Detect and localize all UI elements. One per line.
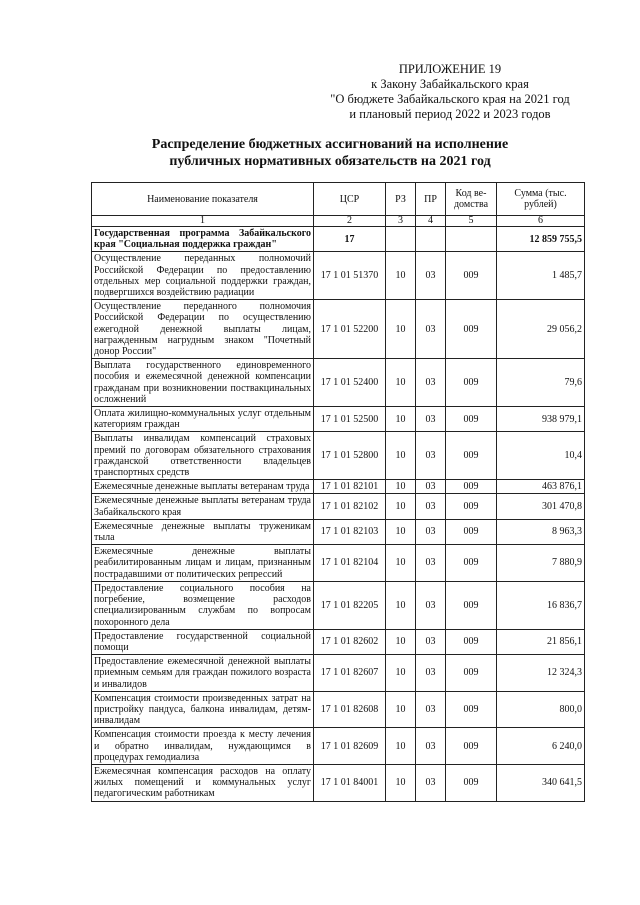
row-code-cell: 009: [446, 764, 497, 801]
budget-table: [91, 182, 585, 802]
column-number: 1: [92, 216, 314, 227]
row-pr-cell: 03: [416, 691, 446, 728]
row-pr-cell: 03: [416, 494, 446, 519]
row-name-cell: Компенсация стоимости произведенных затрат на пристройку пандуса, балкона инвалидам, детям-инвалидам: [92, 691, 314, 728]
row-pr-cell: 03: [416, 480, 446, 494]
title-line: публичных нормативных обязательств на 2021 год: [169, 154, 491, 169]
row-rz-cell: 10: [386, 655, 416, 692]
column-header-code: Код ве-домства: [446, 183, 497, 216]
row-rz-cell: 10: [386, 728, 416, 765]
table-row: [92, 252, 585, 300]
row-code-cell: 009: [446, 728, 497, 765]
row-csr-cell: 17 1 01 82103: [314, 519, 386, 544]
appendix-line: "О бюджете Забайкальского края на 2021 год: [330, 92, 570, 106]
table-row: [92, 581, 585, 629]
row-sum-cell: 21 856,1: [497, 629, 585, 654]
row-csr-cell: 17 1 01 52200: [314, 300, 386, 359]
row-rz-cell: 10: [386, 691, 416, 728]
row-code-cell: 009: [446, 359, 497, 407]
row-code-cell: 009: [446, 629, 497, 654]
column-number: 2: [314, 216, 386, 227]
row-name-cell: Осуществление переданного полномочия Российской Федерации по осуществлению ежегодной денежной выплаты лицам, награжденным нагрудным знаком "Почетный донор России": [92, 300, 314, 359]
column-header-sum: Сумма (тыс. рублей): [497, 183, 585, 216]
row-code-cell: 009: [446, 432, 497, 480]
row-name-cell: Оплата жилищно-коммунальных услуг отдельным категориям граждан: [92, 407, 314, 432]
row-csr-cell: 17 1 01 82102: [314, 494, 386, 519]
table-row: [92, 227, 585, 252]
row-rz-cell: 10: [386, 519, 416, 544]
table-row: [92, 300, 585, 359]
column-header-pr: ПР: [416, 183, 446, 216]
row-sum-cell: 340 641,5: [497, 764, 585, 801]
row-rz-cell: 10: [386, 252, 416, 300]
row-sum-cell: 800,0: [497, 691, 585, 728]
row-sum-cell: 79,6: [497, 359, 585, 407]
row-code-cell: 009: [446, 480, 497, 494]
row-rz-cell: 10: [386, 359, 416, 407]
appendix-line: и плановый период 2022 и 2023 годов: [349, 107, 551, 121]
row-pr-cell: 03: [416, 655, 446, 692]
column-number: 3: [386, 216, 416, 227]
appendix-line: к Закону Забайкальского края: [371, 77, 529, 91]
column-header-csr: ЦСР: [314, 183, 386, 216]
column-header-name: Наименование показателя: [92, 183, 314, 216]
row-rz-cell: 10: [386, 300, 416, 359]
row-name-cell: Ежемесячные денежные выплаты ветеранам труда Забайкальского края: [92, 494, 314, 519]
title-line: Распределение бюджетных ассигнований на исполнение: [151, 137, 509, 152]
row-csr-cell: 17 1 01 82607: [314, 655, 386, 692]
row-pr-cell: 03: [416, 764, 446, 801]
row-csr-cell: 17 1 01 82602: [314, 629, 386, 654]
row-code-cell: 009: [446, 691, 497, 728]
row-sum-cell: 8 963,3: [497, 519, 585, 544]
row-pr-cell: 03: [416, 432, 446, 480]
row-pr-cell: 03: [416, 545, 446, 582]
row-code-cell: 009: [446, 300, 497, 359]
column-header-rz: РЗ: [386, 183, 416, 216]
row-csr-cell: 17 1 01 84001: [314, 764, 386, 801]
row-name-cell: Предоставление ежемесячной денежной выплаты приемным семьям для граждан пожилого возраста и инвалидов: [92, 655, 314, 692]
column-number: 5: [446, 216, 497, 227]
row-code-cell: 009: [446, 519, 497, 544]
row-name-cell: Выплата государственного единовременного пособия и ежемесячной денежной компенсации гражданам при возникновении поствакцинальных осложнений: [92, 359, 314, 407]
table-row: [92, 407, 585, 432]
row-pr-cell: 03: [416, 252, 446, 300]
row-name-cell: Государственная программа Забайкальского края "Социальная поддержка граждан": [92, 227, 314, 252]
row-sum-cell: 12 859 755,5: [497, 227, 585, 252]
row-sum-cell: 301 470,8: [497, 494, 585, 519]
row-rz-cell: 10: [386, 764, 416, 801]
row-pr-cell: 03: [416, 629, 446, 654]
row-pr-cell: 03: [416, 519, 446, 544]
row-name-cell: Ежемесячные денежные выплаты реабилитированным лицам и лицам, признанным пострадавшими от политических репрессий: [92, 545, 314, 582]
row-sum-cell: 463 876,1: [497, 480, 585, 494]
row-rz-cell: 10: [386, 432, 416, 480]
row-rz-cell: [386, 227, 416, 252]
table-header-row: [92, 183, 585, 216]
row-pr-cell: 03: [416, 728, 446, 765]
row-pr-cell: 03: [416, 581, 446, 629]
row-name-cell: Предоставление социального пособия на погребение, возмещение расходов специализированным службам по вопросам похоронного дела: [92, 581, 314, 629]
row-pr-cell: [416, 227, 446, 252]
table-row: [92, 519, 585, 544]
row-csr-cell: 17 1 01 52500: [314, 407, 386, 432]
row-pr-cell: 03: [416, 407, 446, 432]
column-number-row: [92, 216, 585, 227]
appendix-line: ПРИЛОЖЕНИЕ 19: [398, 62, 502, 76]
table-row: [92, 728, 585, 765]
row-sum-cell: 16 836,7: [497, 581, 585, 629]
row-csr-cell: 17 1 01 82101: [314, 480, 386, 494]
table-row: [92, 764, 585, 801]
row-csr-cell: 17 1 01 82104: [314, 545, 386, 582]
table-row: [92, 494, 585, 519]
row-sum-cell: 938 979,1: [497, 407, 585, 432]
row-sum-cell: 10,4: [497, 432, 585, 480]
row-name-cell: Выплаты инвалидам компенсаций страховых премий по договорам обязательного страхования гражданской ответственности владельцев транспортных средств: [92, 432, 314, 480]
row-pr-cell: 03: [416, 300, 446, 359]
row-code-cell: 009: [446, 545, 497, 582]
column-number: 6: [497, 216, 585, 227]
table-row: [92, 359, 585, 407]
row-code-cell: 009: [446, 494, 497, 519]
row-sum-cell: 1 485,7: [497, 252, 585, 300]
table-row: [92, 432, 585, 480]
row-rz-cell: 10: [386, 629, 416, 654]
row-pr-cell: 03: [416, 359, 446, 407]
row-rz-cell: 10: [386, 480, 416, 494]
table-row: [92, 545, 585, 582]
table-row: [92, 655, 585, 692]
row-rz-cell: 10: [386, 581, 416, 629]
row-name-cell: Ежемесячные денежные выплаты труженикам тыла: [92, 519, 314, 544]
row-code-cell: 009: [446, 252, 497, 300]
row-sum-cell: 6 240,0: [497, 728, 585, 765]
row-csr-cell: 17 1 01 82609: [314, 728, 386, 765]
row-rz-cell: 10: [386, 407, 416, 432]
table-row: [92, 480, 585, 494]
row-csr-cell: 17 1 01 52800: [314, 432, 386, 480]
row-csr-cell: 17 1 01 82608: [314, 691, 386, 728]
row-code-cell: 009: [446, 581, 497, 629]
row-sum-cell: 7 880,9: [497, 545, 585, 582]
document-title: [100, 136, 560, 170]
row-rz-cell: 10: [386, 494, 416, 519]
row-rz-cell: 10: [386, 545, 416, 582]
row-csr-cell: 17 1 01 52400: [314, 359, 386, 407]
row-csr-cell: 17 1 01 82205: [314, 581, 386, 629]
row-code-cell: [446, 227, 497, 252]
row-name-cell: Ежемесячная компенсация расходов на оплату жилых помещений и коммунальных услуг педагогическим работникам: [92, 764, 314, 801]
row-name-cell: Предоставление государственной социальной помощи: [92, 629, 314, 654]
table-body: [92, 227, 585, 802]
row-csr-cell: 17: [314, 227, 386, 252]
table-row: [92, 629, 585, 654]
row-csr-cell: 17 1 01 51370: [314, 252, 386, 300]
row-code-cell: 009: [446, 655, 497, 692]
row-sum-cell: 29 056,2: [497, 300, 585, 359]
row-code-cell: 009: [446, 407, 497, 432]
row-name-cell: Ежемесячные денежные выплаты ветеранам труда: [92, 480, 314, 494]
column-number: 4: [416, 216, 446, 227]
table-row: [92, 691, 585, 728]
row-name-cell: Компенсация стоимости проезда к месту лечения и обратно инвалидам, нуждающимся в процедурах гемодиализа: [92, 728, 314, 765]
row-sum-cell: 12 324,3: [497, 655, 585, 692]
appendix-block: [300, 62, 600, 122]
row-name-cell: Осуществление переданных полномочий Российской Федерации по предоставлению отдельных мер социальной поддержки граждан, подвергшихся воздействию радиации: [92, 252, 314, 300]
